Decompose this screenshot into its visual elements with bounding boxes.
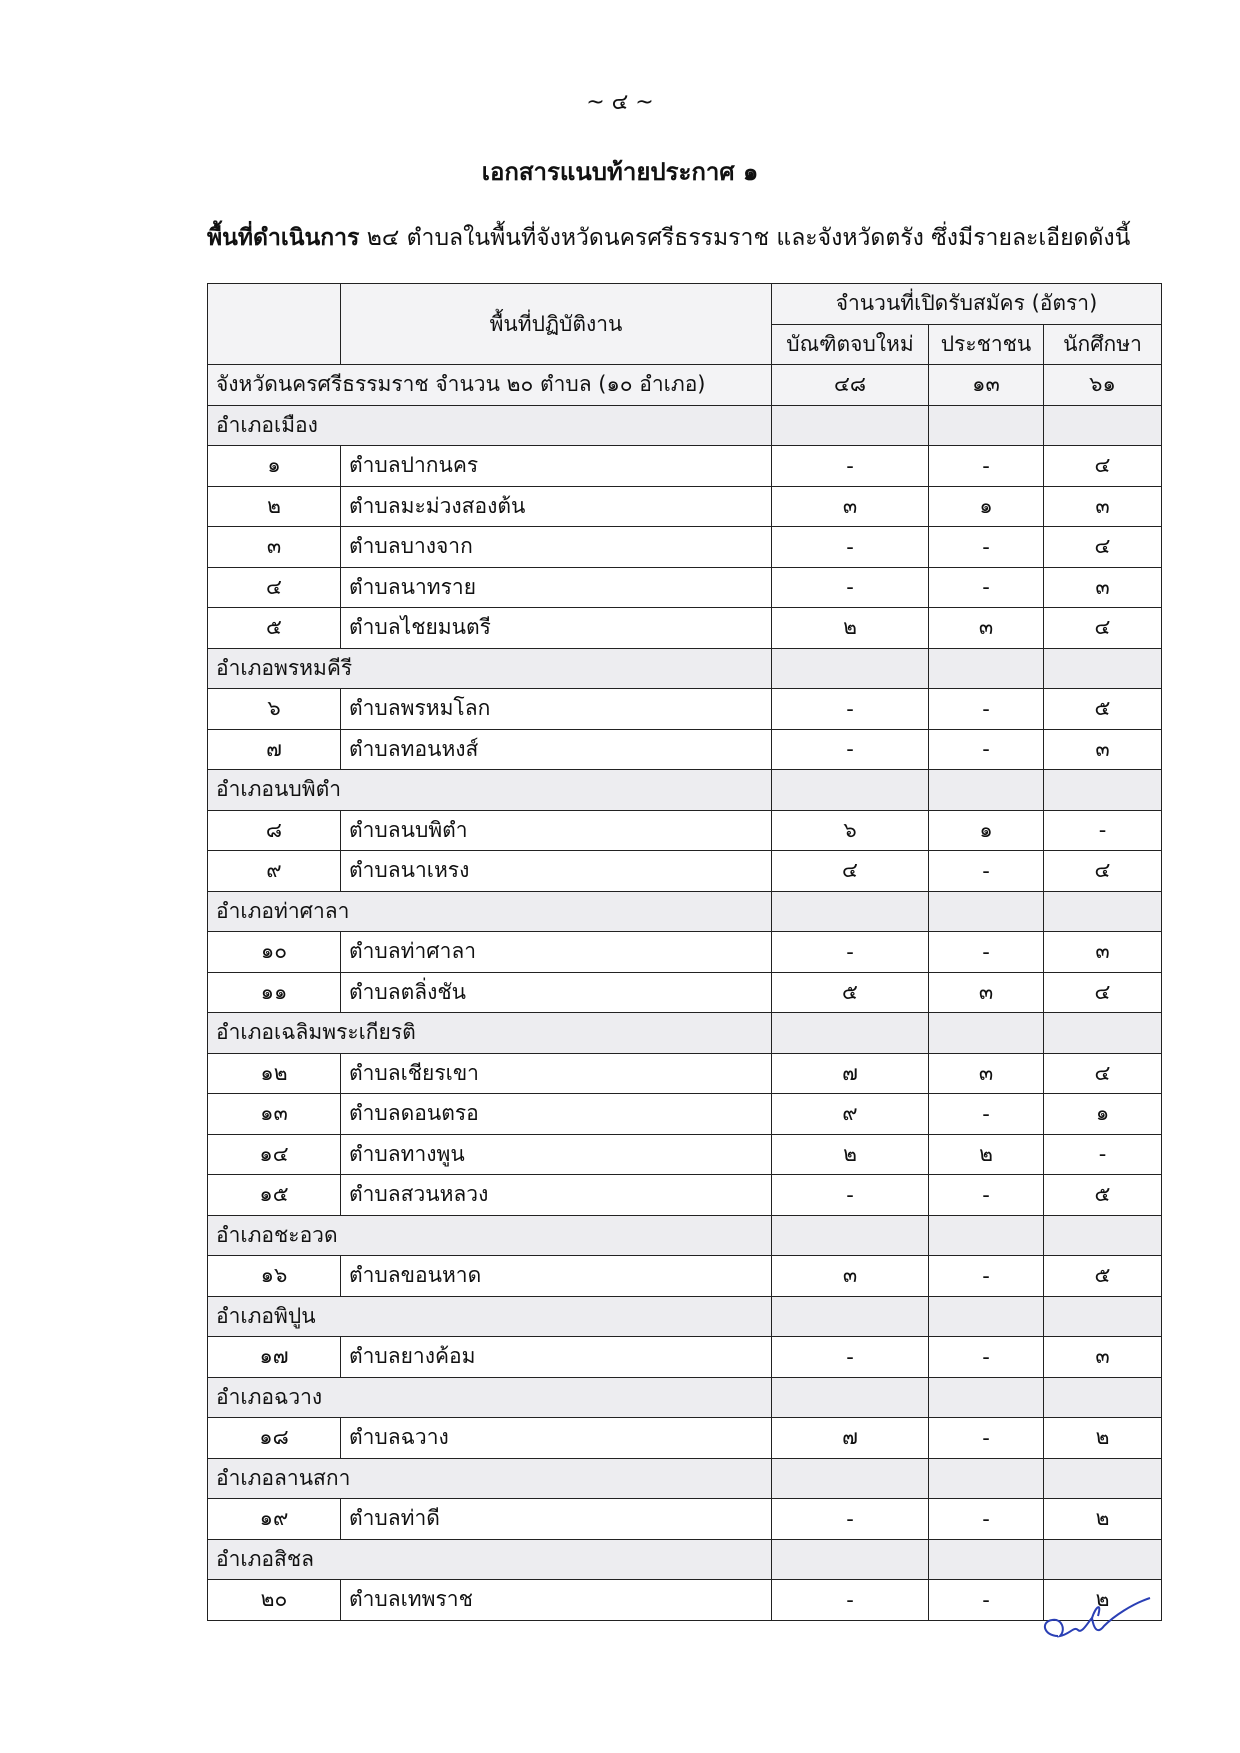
district-row [208, 1215, 1162, 1256]
district-name: อำเภอท่าศาลา [208, 891, 772, 932]
table-row [208, 1175, 1162, 1216]
table-row [208, 1053, 1162, 1094]
value-public: ๑ [929, 810, 1044, 851]
district-empty-cell [772, 1013, 929, 1054]
value-public: - [929, 567, 1044, 608]
header-col-graduates: บัณฑิตจบใหม่ [772, 324, 929, 365]
table-row [208, 810, 1162, 851]
value-public: ๑ [929, 486, 1044, 527]
value-students: ๔ [1044, 527, 1162, 568]
province-label: จังหวัดนครศรีธรรมราช จำนวน ๒๐ ตำบล (๑๐ อำเภอ) [208, 365, 772, 406]
table-row [208, 972, 1162, 1013]
value-students: ๕ [1044, 1256, 1162, 1297]
district-empty-cell [772, 405, 929, 446]
subdistrict-name: ตำบลนบพิตำ [341, 810, 772, 851]
value-public: - [929, 1337, 1044, 1378]
district-row [208, 1377, 1162, 1418]
district-empty-cell [929, 648, 1044, 689]
value-students: ๕ [1044, 689, 1162, 730]
district-empty-cell [1044, 1539, 1162, 1580]
header-col-students: นักศึกษา [1044, 324, 1162, 365]
value-public: - [929, 729, 1044, 770]
district-name: อำเภอฉวาง [208, 1377, 772, 1418]
value-public: - [929, 1580, 1044, 1621]
subdistrict-name: ตำบลเชียรเขา [341, 1053, 772, 1094]
table-row [208, 1256, 1162, 1297]
signature-icon [1036, 1596, 1156, 1660]
district-row [208, 1296, 1162, 1337]
intro-paragraph [207, 220, 1130, 256]
row-number: ๑๕ [208, 1175, 341, 1216]
subdistrict-name: ตำบลยางค้อม [341, 1337, 772, 1378]
value-graduates: ๓ [772, 486, 929, 527]
district-empty-cell [929, 1296, 1044, 1337]
value-students: ๒ [1044, 1499, 1162, 1540]
row-number: ๑๖ [208, 1256, 341, 1297]
subdistrict-name: ตำบลทอนหงส์ [341, 729, 772, 770]
subdistrict-name: ตำบลขอนหาด [341, 1256, 772, 1297]
value-students: ๓ [1044, 567, 1162, 608]
row-number: ๓ [208, 527, 341, 568]
value-students: ๓ [1044, 1337, 1162, 1378]
district-name: อำเภอชะอวด [208, 1215, 772, 1256]
row-number: ๑๑ [208, 972, 341, 1013]
value-graduates: - [772, 729, 929, 770]
table-row [208, 689, 1162, 730]
district-empty-cell [772, 648, 929, 689]
value-public: - [929, 932, 1044, 973]
page-number: ~ ๔ ~ [586, 90, 654, 115]
value-students: - [1044, 810, 1162, 851]
row-number: ๒๐ [208, 1580, 341, 1621]
value-graduates: - [772, 567, 929, 608]
value-graduates: ๓ [772, 1256, 929, 1297]
value-public: - [929, 689, 1044, 730]
value-graduates: ๒ [772, 608, 929, 649]
value-public: ๓ [929, 608, 1044, 649]
value-graduates: ๔ [772, 851, 929, 892]
table-row [208, 1499, 1162, 1540]
subdistrict-name: ตำบลบางจาก [341, 527, 772, 568]
value-students: ๒ [1044, 1418, 1162, 1459]
table-row [208, 729, 1162, 770]
value-students: - [1044, 1134, 1162, 1175]
district-empty-cell [772, 1377, 929, 1418]
row-number: ๘ [208, 810, 341, 851]
district-empty-cell [772, 1296, 929, 1337]
province-total-public: ๑๓ [929, 365, 1044, 406]
row-number: ๑๐ [208, 932, 341, 973]
value-graduates: - [772, 1499, 929, 1540]
subdistrict-name: ตำบลฉวาง [341, 1418, 772, 1459]
value-students: ๓ [1044, 729, 1162, 770]
value-students: ๔ [1044, 608, 1162, 649]
district-empty-cell [929, 1013, 1044, 1054]
value-graduates: - [772, 446, 929, 487]
district-row [208, 891, 1162, 932]
value-students: ๔ [1044, 1053, 1162, 1094]
value-students: ๔ [1044, 972, 1162, 1013]
value-graduates: ๖ [772, 810, 929, 851]
value-students: ๔ [1044, 446, 1162, 487]
subdistrict-name: ตำบลปากนคร [341, 446, 772, 487]
district-empty-cell [1044, 648, 1162, 689]
table-row [208, 446, 1162, 487]
subdistrict-name: ตำบลมะม่วงสองต้น [341, 486, 772, 527]
row-number: ๑๙ [208, 1499, 341, 1540]
table-row [208, 608, 1162, 649]
row-number: ๗ [208, 729, 341, 770]
district-name: อำเภอพิปูน [208, 1296, 772, 1337]
province-row [208, 365, 1162, 406]
header-index-cell [208, 284, 341, 365]
subdistrict-name: ตำบลทางพูน [341, 1134, 772, 1175]
subdistrict-name: ตำบลสวนหลวง [341, 1175, 772, 1216]
row-number: ๙ [208, 851, 341, 892]
row-number: ๑ [208, 446, 341, 487]
value-students: ๕ [1044, 1175, 1162, 1216]
value-students: ๒ [1044, 1580, 1162, 1621]
value-public: ๓ [929, 1053, 1044, 1094]
district-name: อำเภอพรหมคีรี [208, 648, 772, 689]
value-public: - [929, 1256, 1044, 1297]
district-empty-cell [772, 1215, 929, 1256]
district-empty-cell [1044, 1215, 1162, 1256]
header-col-public: ประชาชน [929, 324, 1044, 365]
table-row [208, 1580, 1162, 1621]
district-empty-cell [1044, 1458, 1162, 1499]
value-graduates: - [772, 1580, 929, 1621]
value-graduates: - [772, 1337, 929, 1378]
district-row [208, 1013, 1162, 1054]
value-graduates: - [772, 689, 929, 730]
row-number: ๑๘ [208, 1418, 341, 1459]
district-empty-cell [1044, 405, 1162, 446]
subdistrict-name: ตำบลท่าดี [341, 1499, 772, 1540]
value-public: - [929, 527, 1044, 568]
district-name: อำเภอนบพิตำ [208, 770, 772, 811]
district-row [208, 1539, 1162, 1580]
table-row [208, 1337, 1162, 1378]
district-empty-cell [929, 405, 1044, 446]
value-students: ๔ [1044, 851, 1162, 892]
row-number: ๒ [208, 486, 341, 527]
district-empty-cell [772, 770, 929, 811]
value-students: ๑ [1044, 1094, 1162, 1135]
district-empty-cell [1044, 1013, 1162, 1054]
intro-text: ๒๔ ตำบลในพื้นที่จังหวัดนครศรีธรรมราช และจังหวัดตรัง ซึ่งมีรายละเอียดดังนี้ [366, 225, 1131, 251]
value-graduates: ๕ [772, 972, 929, 1013]
document-title: เอกสารแนบท้ายประกาศ ๑ [481, 158, 759, 186]
subdistrict-name: ตำบลดอนตรอ [341, 1094, 772, 1135]
district-row [208, 405, 1162, 446]
province-total-graduates: ๔๘ [772, 365, 929, 406]
subdistrict-name: ตำบลตลิ่งชัน [341, 972, 772, 1013]
row-number: ๑๔ [208, 1134, 341, 1175]
intro-bold: พื้นที่ดำเนินการ [207, 225, 360, 251]
table-row [208, 486, 1162, 527]
value-graduates: ๒ [772, 1134, 929, 1175]
subdistrict-name: ตำบลไชยมนตรี [341, 608, 772, 649]
district-empty-cell [772, 1539, 929, 1580]
district-empty-cell [929, 1215, 1044, 1256]
value-graduates: - [772, 932, 929, 973]
value-graduates: - [772, 527, 929, 568]
table-row [208, 932, 1162, 973]
value-graduates: ๙ [772, 1094, 929, 1135]
district-name: อำเภอเฉลิมพระเกียรติ [208, 1013, 772, 1054]
value-public: - [929, 851, 1044, 892]
value-graduates: - [772, 1175, 929, 1216]
province-total-students: ๖๑ [1044, 365, 1162, 406]
value-graduates: ๗ [772, 1418, 929, 1459]
value-students: ๓ [1044, 932, 1162, 973]
district-empty-cell [1044, 770, 1162, 811]
district-empty-cell [929, 770, 1044, 811]
area-table [207, 283, 1162, 1621]
value-public: ๒ [929, 1134, 1044, 1175]
value-public: - [929, 1418, 1044, 1459]
district-name: อำเภอลานสกา [208, 1458, 772, 1499]
table-row [208, 567, 1162, 608]
district-row [208, 648, 1162, 689]
header-group: จำนวนที่เปิดรับสมัคร (อัตรา) [772, 284, 1162, 325]
table-row [208, 527, 1162, 568]
subdistrict-name: ตำบลนาเหรง [341, 851, 772, 892]
table-row [208, 1134, 1162, 1175]
district-empty-cell [772, 1458, 929, 1499]
district-empty-cell [1044, 891, 1162, 932]
district-empty-cell [929, 1458, 1044, 1499]
value-public: ๓ [929, 972, 1044, 1013]
subdistrict-name: ตำบลนาทราย [341, 567, 772, 608]
value-public: - [929, 1094, 1044, 1135]
table-body [208, 365, 1162, 1621]
district-empty-cell [929, 1539, 1044, 1580]
row-number: ๖ [208, 689, 341, 730]
district-empty-cell [1044, 1296, 1162, 1337]
table-row [208, 1418, 1162, 1459]
header-area: พื้นที่ปฏิบัติงาน [341, 284, 772, 365]
row-number: ๑๗ [208, 1337, 341, 1378]
value-graduates: ๗ [772, 1053, 929, 1094]
table-row [208, 851, 1162, 892]
district-empty-cell [772, 891, 929, 932]
value-public: - [929, 1175, 1044, 1216]
row-number: ๔ [208, 567, 341, 608]
value-public: - [929, 446, 1044, 487]
subdistrict-name: ตำบลเทพราช [341, 1580, 772, 1621]
value-students: ๓ [1044, 486, 1162, 527]
district-empty-cell [1044, 1377, 1162, 1418]
district-empty-cell [929, 891, 1044, 932]
district-empty-cell [929, 1377, 1044, 1418]
subdistrict-name: ตำบลพรหมโลก [341, 689, 772, 730]
value-public: - [929, 1499, 1044, 1540]
table-row [208, 1094, 1162, 1135]
district-name: อำเภอสิชล [208, 1539, 772, 1580]
row-number: ๑๒ [208, 1053, 341, 1094]
subdistrict-name: ตำบลท่าศาลา [341, 932, 772, 973]
district-row [208, 770, 1162, 811]
row-number: ๑๓ [208, 1094, 341, 1135]
district-name: อำเภอเมือง [208, 405, 772, 446]
row-number: ๕ [208, 608, 341, 649]
district-row [208, 1458, 1162, 1499]
